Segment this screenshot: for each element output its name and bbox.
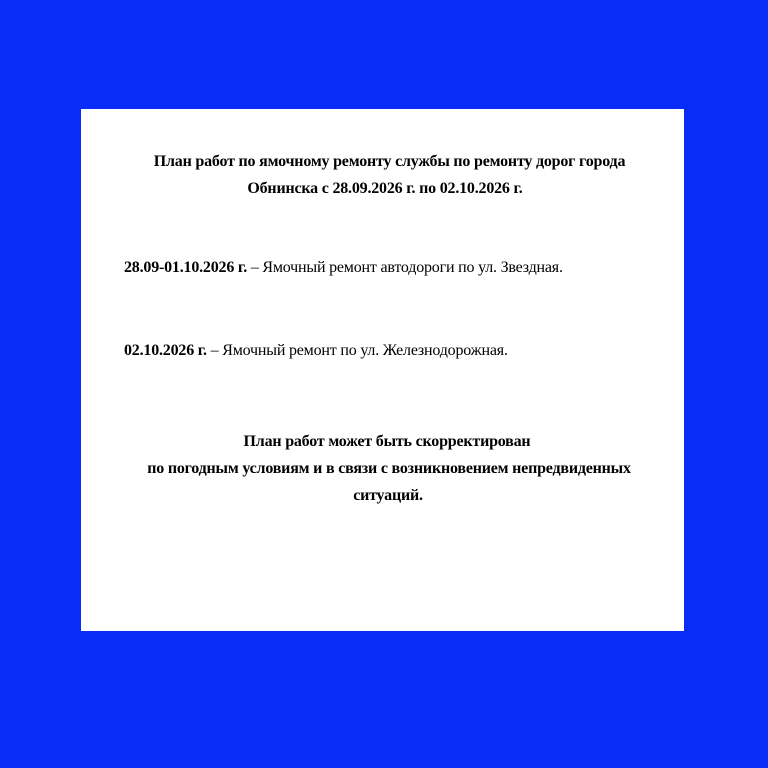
entry-text: – Ямочный ремонт автодороги по ул. Звездная.: [247, 259, 563, 276]
schedule-entry: [124, 341, 508, 361]
entry-date: 28.09-01.10.2026 г.: [124, 259, 247, 276]
document-title: [0, 148, 768, 202]
title-line-1: План работ по ямочному ремонту службы по ремонту дорог города: [153, 153, 626, 170]
title-line-2: Обнинска с 28.09.2026 г. по 02.10.2026 г.: [247, 180, 523, 197]
note-line-2: по погодным условиям и в связи с возникновением непредвиденных: [147, 460, 631, 477]
entry-date: 02.10.2026 г.: [124, 342, 207, 359]
correction-note: [0, 428, 768, 509]
schedule-entry: [124, 258, 563, 278]
note-line-1: План работ может быть скорректирован: [243, 433, 531, 450]
note-line-3: ситуаций.: [353, 487, 423, 504]
entry-text: – Ямочный ремонт по ул. Железнодорожная.: [206, 342, 508, 359]
